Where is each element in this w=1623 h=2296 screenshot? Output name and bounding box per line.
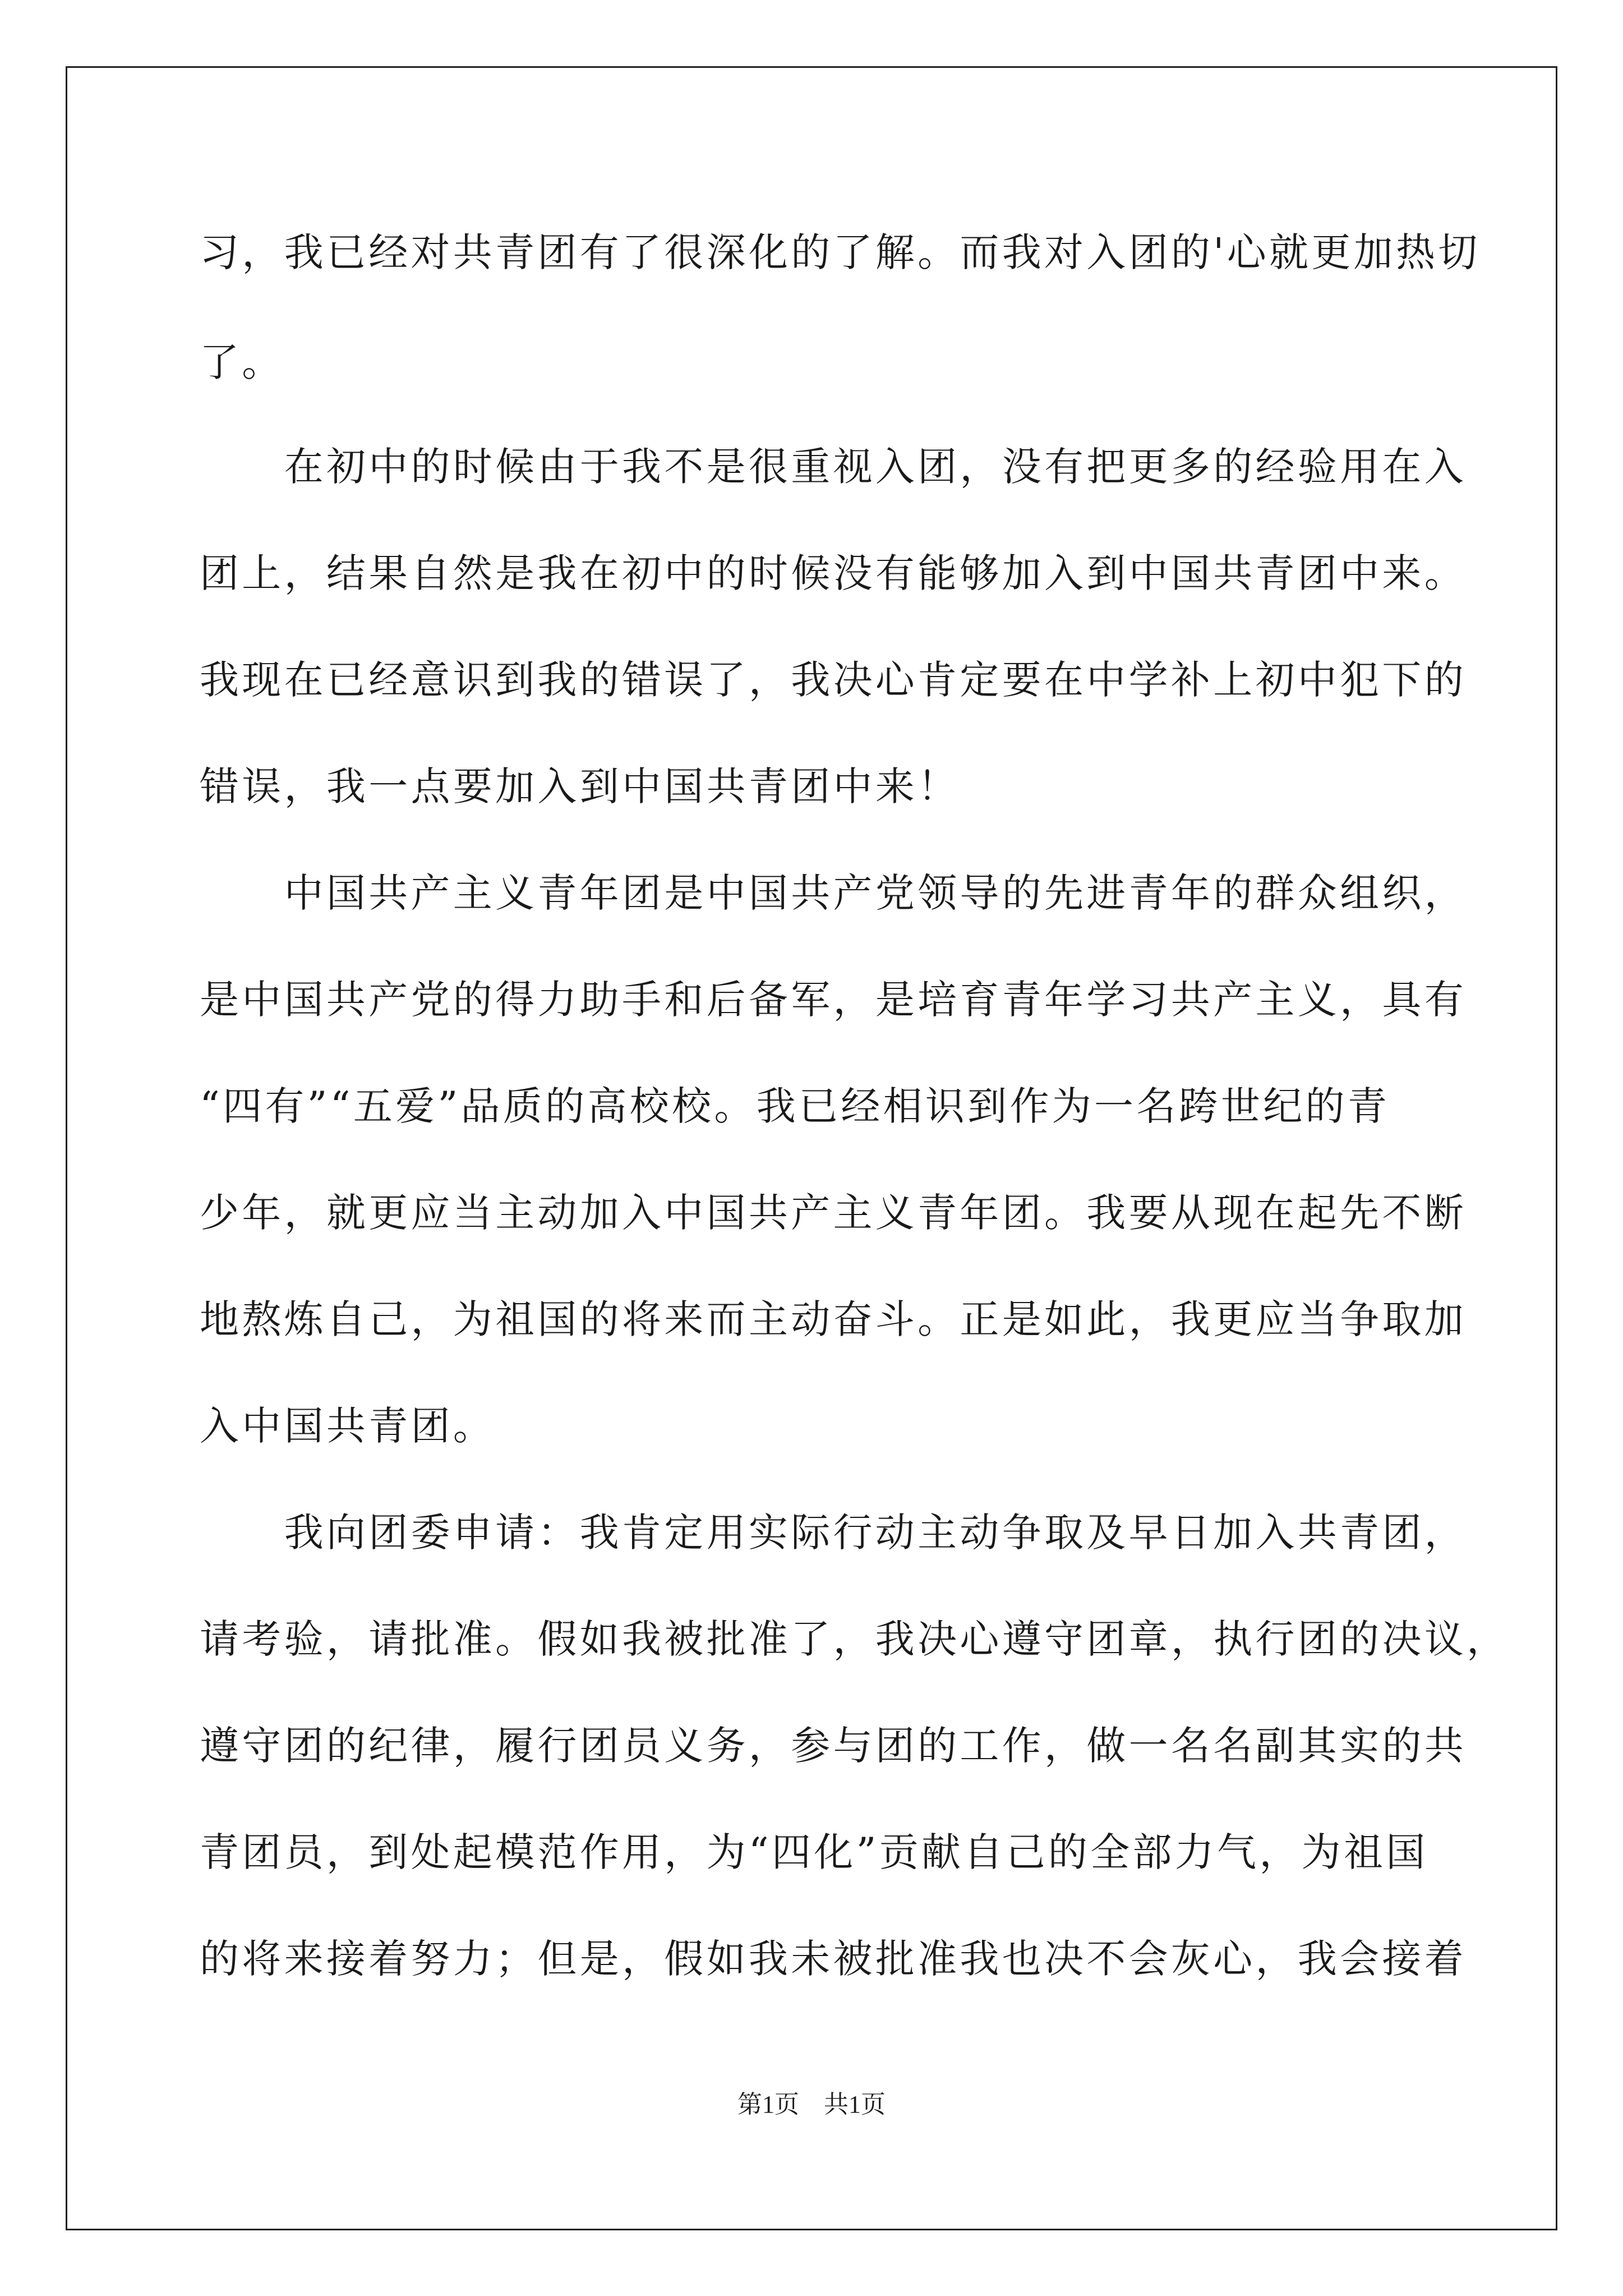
text-line: 地熬炼自己，为祖国的将来而主动奋斗。正是如此，我更应当争取加 [200, 1296, 1467, 1342]
text-line: 我现在已经意识到我的错误了，我决心肯定要在中学补上初中犯下的 [200, 657, 1467, 703]
page-border [66, 66, 1557, 2230]
text-line: 的将来接着努力；但是，假如我未被批准我也决不会灰心，我会接着 [200, 1936, 1467, 1982]
text-line: 遵守团的纪律，履行团员义务，参与团的工作，做一名名副其实的共 [200, 1723, 1467, 1769]
text-line: 习，我已经对共青团有了很深化的了解。而我对入团的'心就更加热切 [200, 229, 1481, 275]
text-line: 了。 [200, 339, 284, 385]
text-line: 我向团委申请：我肯定用实际行动主动争取及早日加入共青团， [200, 1510, 1467, 1556]
text-line: 团上，结果自然是我在初中的时候没有能够加入到中国共青团中来。 [200, 550, 1467, 596]
text-line: 青团员，到处起模范作用，为“四化”贡献自己的全部力气，为祖国 [200, 1829, 1428, 1875]
text-line: “四有”“五爱”品质的高校校。我已经相识到作为一名跨世纪的青 [200, 1083, 1390, 1129]
text-line: 中国共产主义青年团是中国共产党领导的先进青年的群众组织， [200, 870, 1467, 916]
text-line: 在初中的时候由于我不是很重视入团，没有把更多的经验用在入 [200, 444, 1467, 490]
text-line: 是中国共产党的得力助手和后备军，是培育青年学习共产主义，具有 [200, 977, 1467, 1023]
text-line: 错误，我一点要加入到中国共青团中来！ [200, 763, 960, 809]
page-number-footer: 第1页 共1页 [737, 2091, 886, 2118]
text-line: 少年，就更应当主动加入中国共产主义青年团。我要从现在起先不断 [200, 1190, 1467, 1236]
text-line: 入中国共青团。 [200, 1403, 496, 1449]
text-line: 请考验，请批准。假如我被批准了，我决心遵守团章，执行团的决议， [200, 1616, 1509, 1662]
